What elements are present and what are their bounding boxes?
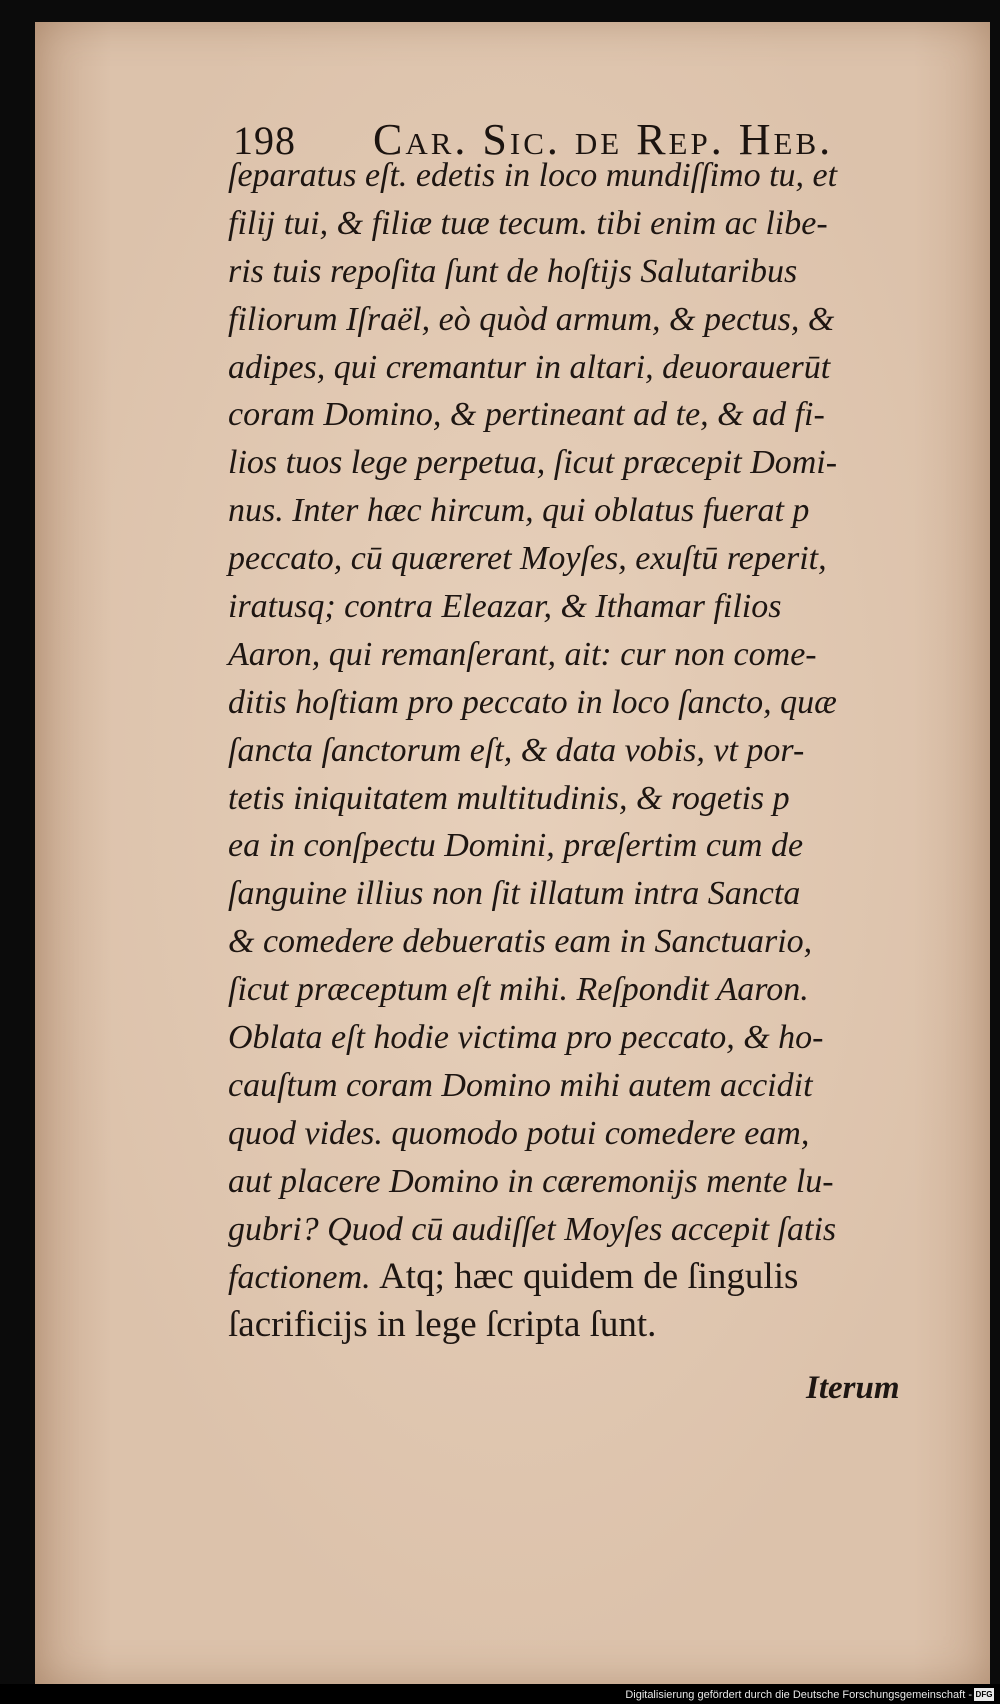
text-line: peccato, cū quæreret Moyſes, exuſtū reperit, <box>228 540 827 578</box>
text-line: lios tuos lege perpetua, ſicut præcepit Domi- <box>228 444 838 482</box>
page-number: 198 <box>233 118 296 163</box>
body-text <box>228 152 928 1349</box>
text-line: ea in conſpectu Domini, præſertim cum de <box>228 827 804 865</box>
text-line: iratusq; contra Eleazar, & Ithamar filios <box>228 588 782 626</box>
text-line: Oblata eſt hodie victima pro peccato, & ho- <box>228 1019 824 1057</box>
footer-bar <box>0 1684 1000 1704</box>
text-line: nus. Inter hæc hircum, qui oblatus fuerat p <box>228 492 810 530</box>
text-line: ſeparatus eſt. edetis in loco mundiſſimo tu, et <box>228 157 838 194</box>
text-line: & comedere debueratis eam in Sanctuario, <box>228 923 813 961</box>
text-line: quod vides. quomodo potui comedere eam, <box>228 1114 810 1152</box>
text-line: ſanguine illius non ſit illatum intra Sancta <box>228 875 801 913</box>
text-line: Aaron, qui remanſerant, ait: cur non come- <box>228 635 817 673</box>
text-line: gubri? Quod cū audiſſet Moyſes accepit ſatis <box>228 1210 837 1248</box>
text-line: ditis hoſtiam pro peccato in loco ſancto, quæ <box>228 683 837 721</box>
italic-fragment: factionem. <box>228 1259 371 1297</box>
roman-fragment: Atq; hæc quidem de ſingulis <box>379 1256 799 1298</box>
text-line: cauſtum coram Domino mihi autem accidit <box>228 1066 813 1104</box>
text-line: ris tuis repoſita ſunt de hoſtijs Salutaribus <box>228 252 798 290</box>
text-line: adipes, qui cremantur in altari, deuorauerūt <box>228 348 831 386</box>
text-line-mixed <box>228 1253 928 1301</box>
text-line: coram Domino, & pertineant ad te, & ad fi- <box>228 396 825 434</box>
catchword: Iterum <box>806 1370 900 1406</box>
running-head: Car. Sic. de Rep. Heb. <box>373 115 834 164</box>
text-line: filiorum Iſraël, eò quòd armum, & pectus, & <box>228 300 835 338</box>
digitization-credit: Digitalisierung gefördert durch die Deutsche Forschungsgemeinschaft - <box>625 1689 972 1701</box>
text-line: tetis iniquitatem multitudinis, & rogetis p <box>228 779 790 817</box>
text-line: ſicut præceptum eſt mihi. Reſpondit Aaron. <box>228 971 809 1009</box>
text-line: ſancta ſanctorum eſt, & data vobis, vt por- <box>228 731 805 769</box>
text-line: aut placere Domino in cæremonijs mente lu- <box>228 1162 834 1200</box>
text-line: filij tui, & filiæ tuæ tecum. tibi enim ac libe- <box>228 204 828 242</box>
text-line-roman: ſacrificijs in lege ſcripta ſunt. <box>228 1304 657 1346</box>
dfg-logo-icon: DFG <box>975 1690 993 1699</box>
